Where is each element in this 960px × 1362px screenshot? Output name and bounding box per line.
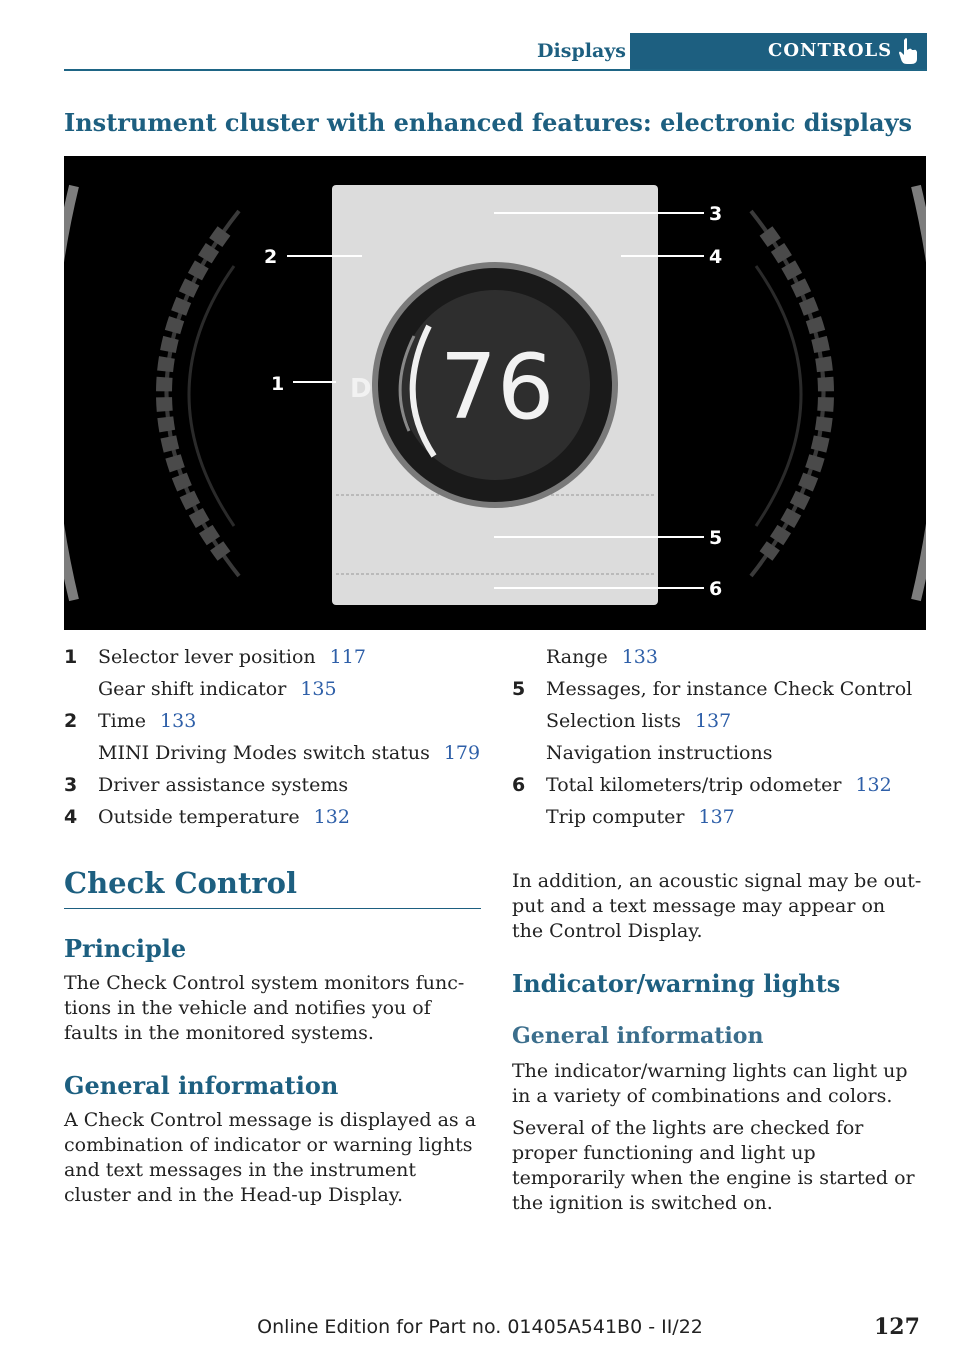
callout-1: 1	[271, 373, 285, 395]
gear-readout: D	[350, 374, 372, 404]
callout-6: 6	[709, 578, 723, 600]
pointing-hand-icon	[897, 37, 919, 65]
legend-item: Trip computer 137	[546, 806, 735, 828]
legend-num: 6	[512, 774, 526, 796]
indicator-para-2: Several of the lights are checked for proper functioning and light up temporarily when the engine is started or the ignition is switched on.	[512, 1117, 915, 1214]
callout-4: 4	[709, 246, 723, 268]
principle-text: The Check Control system monitors func-tions in the vehicle and notifies you of faults in the monitored systems.	[64, 972, 465, 1044]
header-chapter-label: CONTROLS	[768, 40, 893, 61]
general-info-text: A Check Control message is displayed as a combination of indicator or warning lights and text messages in the instrument cluster and in the Head-up Display.	[64, 1109, 477, 1206]
indicator-lights-heading: Indicator/warning lights	[512, 969, 841, 998]
legend-item: Selector lever position 117	[98, 646, 366, 668]
legend-item: Messages, for instance Check Control	[546, 678, 913, 700]
legend-num: 4	[64, 806, 78, 828]
header-chapter-tab	[630, 33, 927, 69]
legend-num: 1	[64, 646, 78, 668]
legend-item: Time 133	[98, 710, 197, 732]
footer-edition: Online Edition for Part no. 01405A541B0 - II/22	[257, 1316, 703, 1338]
legend-item: Navigation instructions	[546, 742, 773, 764]
legend-item: Selection lists 137	[546, 710, 732, 732]
legend-item: Outside temperature 132	[98, 806, 350, 828]
callout-3: 3	[709, 203, 723, 225]
legend-item: Driver assistance systems	[98, 774, 349, 796]
indicator-para-1: The indicator/warning lights can light up in a variety of combinations and colors.	[512, 1060, 908, 1107]
principle-heading: Principle	[64, 934, 187, 963]
legend-item: MINI Driving Modes switch status 179	[98, 742, 481, 764]
callout-5: 5	[709, 527, 723, 549]
legend-num: 5	[512, 678, 526, 700]
header-section-label: Displays	[537, 40, 626, 62]
legend-item: Gear shift indicator 135	[98, 678, 337, 700]
check-control-rule	[64, 908, 481, 909]
legend-num: 3	[64, 774, 78, 796]
indicator-general-heading: General information	[512, 1023, 764, 1049]
legend-num: 2	[64, 710, 78, 732]
legend-item: Total kilometers/trip odometer 132	[546, 774, 892, 796]
acoustic-signal-text: In addition, an acoustic signal may be out-put and a text message may appear on the Control Display.	[512, 870, 922, 942]
speed-readout: 76	[439, 335, 555, 440]
cluster-illustration	[64, 156, 926, 630]
general-info-heading: General information	[64, 1071, 339, 1100]
instrument-cluster-figure	[64, 156, 926, 630]
page-number: 127	[874, 1314, 920, 1340]
legend-item: Range 133	[546, 646, 658, 668]
check-control-heading: Check Control	[64, 866, 298, 900]
header-rule	[64, 69, 927, 71]
section-title: Instrument cluster with enhanced features: electronic displays	[64, 108, 913, 137]
callout-2: 2	[264, 246, 278, 268]
